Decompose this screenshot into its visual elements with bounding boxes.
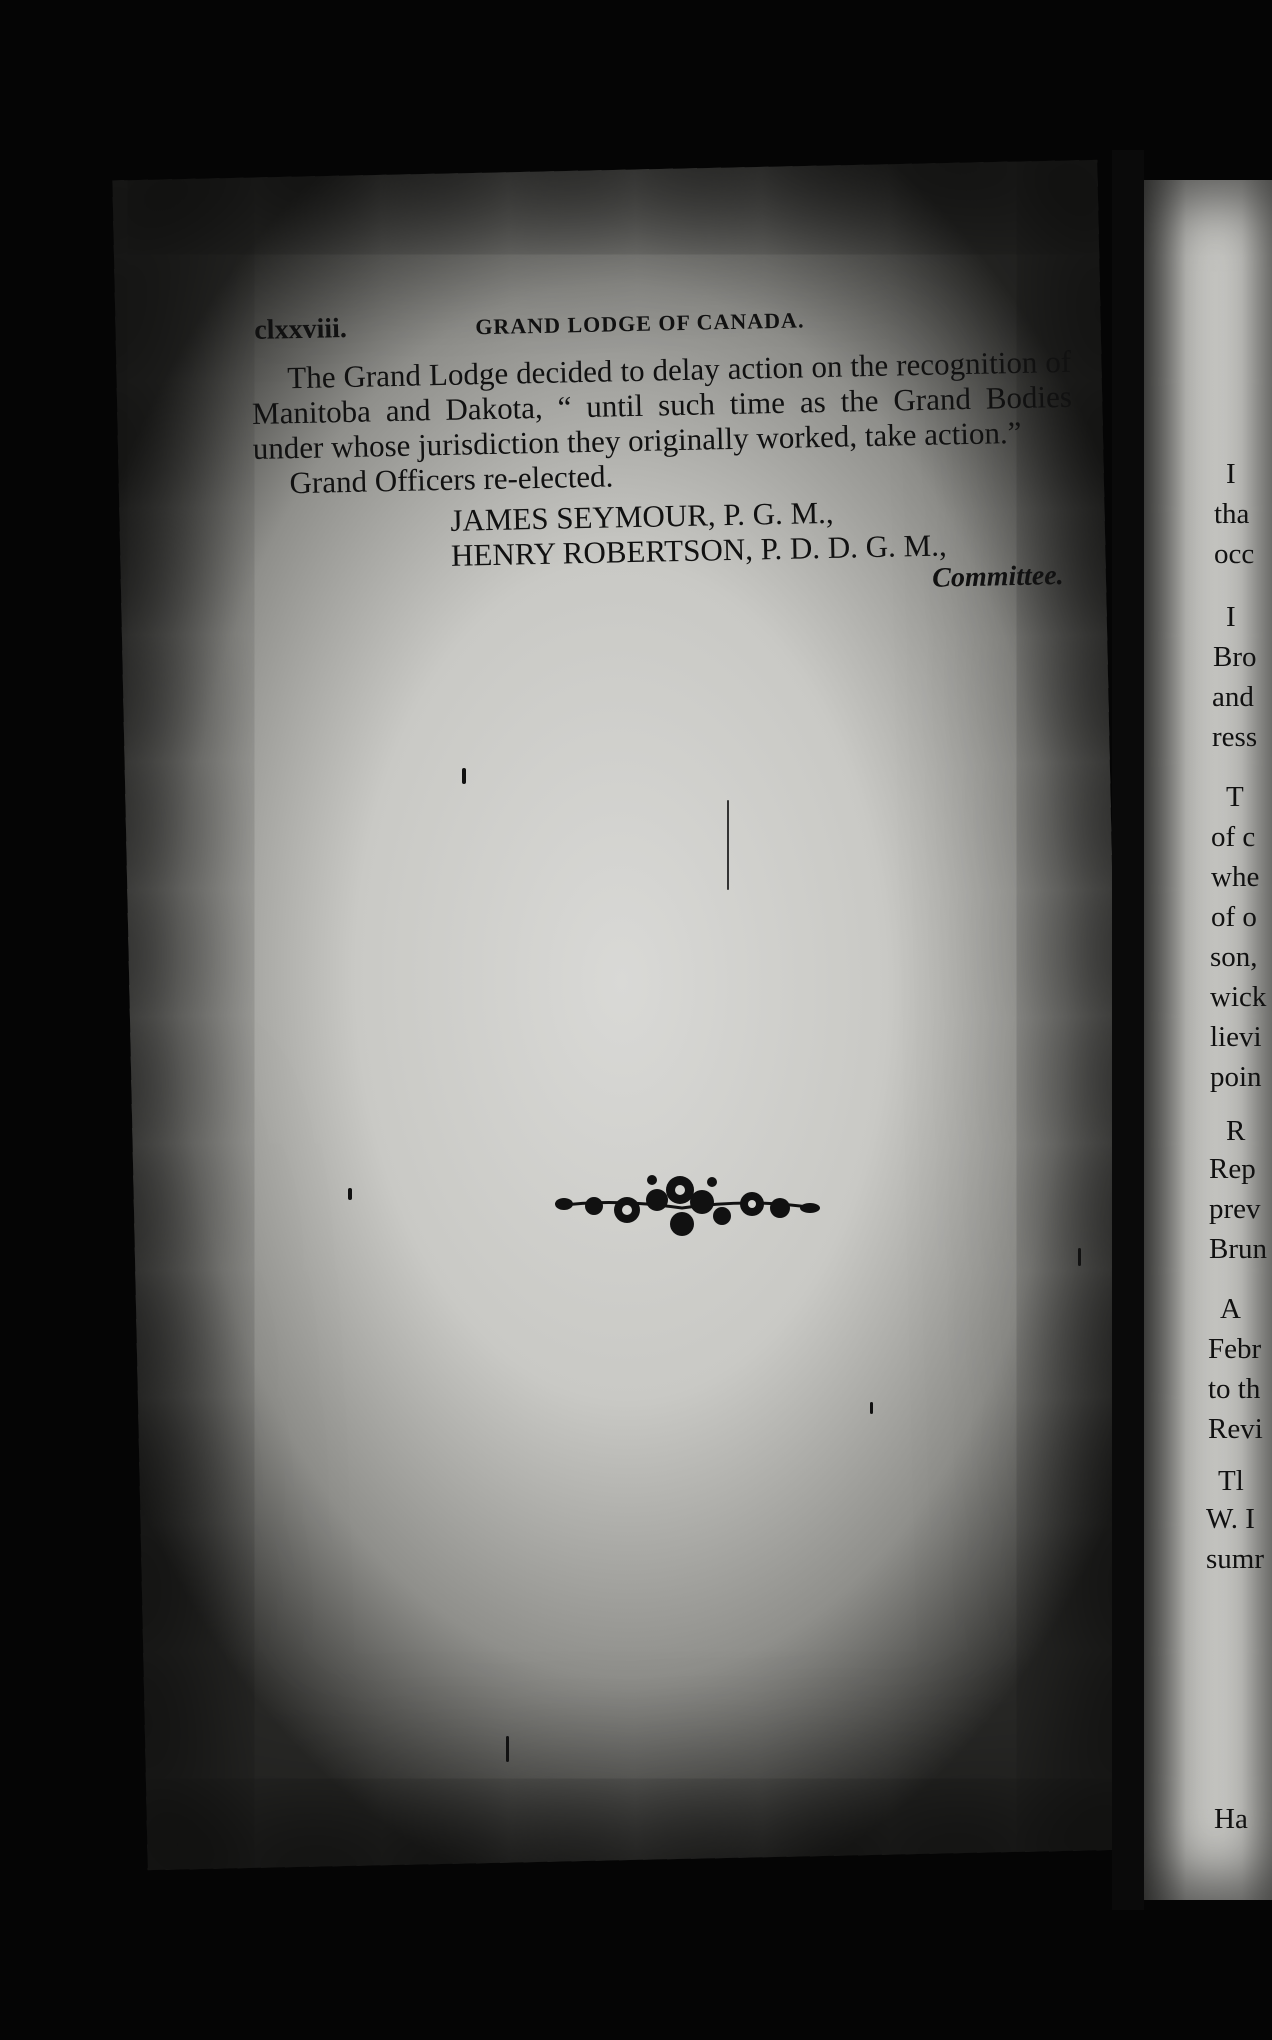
running-head-title: GRAND LODGE OF CANADA. [475, 307, 805, 340]
fragment-4: I [1226, 601, 1236, 633]
fragment-25: W. I [1206, 1503, 1255, 1535]
fragment-8: T [1226, 781, 1244, 813]
fragment-7: ress [1212, 721, 1258, 753]
fragment-16: R [1226, 1115, 1246, 1147]
speck [348, 1188, 352, 1200]
fragment-14: lievi [1210, 1021, 1262, 1053]
fragment-2: tha [1214, 498, 1250, 530]
fragment-26: sumr [1206, 1543, 1264, 1575]
fragment-12: son, [1210, 941, 1258, 973]
speck [462, 768, 466, 784]
fragment-10: whe [1211, 861, 1260, 893]
committee-label: Committee. [931, 560, 1064, 594]
signature-block [450, 490, 1075, 573]
floral-vignette-icon [552, 1168, 822, 1246]
fragment-9: of c [1211, 821, 1256, 853]
signatory-1: JAMES SEYMOUR, P. G. M., [449, 494, 834, 538]
fragment-27: Ha [1214, 1803, 1248, 1835]
body-paragraph-officers: Grand Officers re-elected. [289, 458, 614, 501]
fragment-6: and [1212, 681, 1254, 713]
fragment-23: Revi [1208, 1413, 1263, 1445]
fragment-17: Rep [1209, 1153, 1256, 1185]
fragment-13: wick [1210, 981, 1267, 1013]
fragment-15: poin [1210, 1061, 1262, 1093]
fragment-11: of o [1211, 901, 1257, 933]
fragment-18: prev [1209, 1193, 1261, 1225]
left-page-content [250, 298, 1076, 609]
fragment-5: Bro [1213, 641, 1257, 673]
book-gutter [1112, 150, 1144, 1910]
fragment-19: Brun [1209, 1233, 1267, 1265]
signatory-2: HENRY ROBERTSON, P. D. D. G. M., [450, 527, 947, 573]
fragment-21: Febr [1208, 1333, 1262, 1365]
page-number: clxxviii. [253, 312, 348, 346]
fragment-24: Tl [1218, 1465, 1244, 1497]
fragment-22: to th [1208, 1373, 1261, 1405]
speck [1078, 1248, 1081, 1266]
body-paragraph-recognition: The Grand Lodge decided to delay action on the recognition of Manitoba and Dakota, “ until such time as the Grand Bodies under whose jurisdiction they originally worked, take action.” [251, 343, 1073, 466]
speck [727, 800, 729, 890]
fragment-3: occ [1214, 538, 1255, 570]
speck [506, 1736, 509, 1762]
fragment-20: A [1220, 1293, 1241, 1325]
fragment-1: I [1226, 458, 1236, 490]
speck [870, 1402, 873, 1414]
